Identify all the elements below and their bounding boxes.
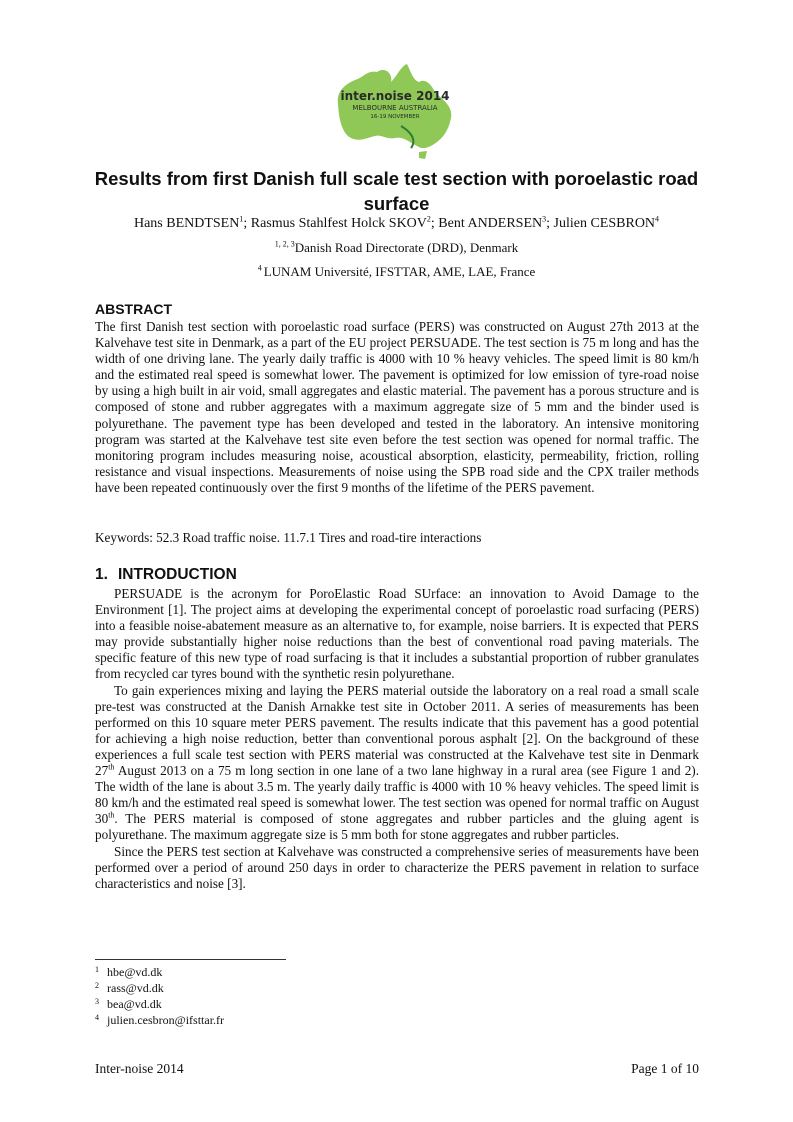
footnote-item <box>95 996 224 1012</box>
footnote-email[interactable]: bea@vd.dk <box>107 997 162 1011</box>
section-title: INTRODUCTION <box>117 566 237 583</box>
footnote-email[interactable]: hbe@vd.dk <box>107 965 163 979</box>
intro-p2-part-b: August 2013 on a 75 m long section in one lane of a two lane highway in a rural area (see Figure 1 and 2). The width of the lane is about 3.5 m. The yearly daily traffic is 4000 with 10 % heavy vehicles. The speed limit is 80 km/h and the estimated real speed is somewhat lower. The test section was opened for normal traffic on August 30 <box>95 763 699 827</box>
introduction-body <box>95 586 699 892</box>
footnote-email[interactable]: rass@vd.dk <box>107 981 164 995</box>
footnote-number: 2 <box>95 981 99 990</box>
author-sup: 1 <box>239 214 244 224</box>
section-heading-introduction <box>95 566 237 584</box>
intro-paragraph-2 <box>95 683 699 844</box>
section-number: 1. <box>95 566 108 583</box>
conference-logo <box>333 62 458 162</box>
author-name: Hans BENDTSEN <box>133 216 240 231</box>
footnote-divider <box>95 959 286 960</box>
keywords: Keywords: 52.3 Road traffic noise. 11.7.1 Tires and road-tire interactions <box>95 530 482 545</box>
affiliation-sup: 4 <box>257 263 264 273</box>
tasmania-shape <box>419 151 427 159</box>
abstract-heading: ABSTRACT <box>95 301 172 317</box>
author-sup: 3 <box>542 214 547 224</box>
paper-title: Results from first Danish full scale test section with poroelastic road surface <box>94 168 699 214</box>
ordinal-suffix: th <box>108 810 115 820</box>
logo-line1: inter.noise 2014 <box>340 89 450 103</box>
ordinal-suffix: th <box>108 762 115 772</box>
author-name: Julien CESBRON <box>553 216 656 231</box>
footnote-number: 4 <box>95 1013 99 1022</box>
logo-line3: 16-19 NOVEMBER <box>370 114 420 120</box>
footnote-number: 3 <box>95 997 99 1006</box>
author-name: Bent ANDERSEN <box>438 216 543 231</box>
footnote-email[interactable]: julien.cesbron@ifsttar.fr <box>107 1013 225 1027</box>
abstract-text: The first Danish test section with poroelastic road surface (PERS) was constructed on August 27th 2013 at the Kalvehave test site in Denmark, as a part of the EU project PERSUADE. The test section is 75 m long and has the width of one driving lane. The yearly daily traffic is 4000 with 10 % heavy vehicles. The speed limit is 80 km/h and the estimated real speed is somewhat lower. The pavement is optimized for low emission of tyre-road noise by using a high built in air void, small aggregates and elastic material. The pavement has a porous structure and is composed of stone and rubber aggregates with a maximum aggregate size of 5 mm and the binder used is polyurethane. The pavement type has been developed and tested in the laboratory. An intensive monitoring program was started at the Kalvehave test site even before the test section was opened for normal traffic. The monitoring program includes measuring noise, acoustical absorption, elasticity, permeability, friction, rolling resistance and visual inspections. Measurements of noise using the SPB road side and the CPX trailer methods have been repeated continuously over the first 9 months of the lifetime of the PERS pavement. <box>95 319 699 495</box>
logo-line2: MELBOURNE AUSTRALIA <box>352 104 438 112</box>
author-separator: ; <box>546 216 554 231</box>
affiliation-text: LUNAM Université, IFSTTAR, AME, LAE, France <box>263 264 536 279</box>
footnote-item <box>95 1012 224 1028</box>
intro-paragraph-1: PERSUADE is the acronym for PoroElastic Road SUrface: an innovation to Avoid Damage to the Environment [1]. The project aims at developing the experimental concept of poroelastic road surfacing (PERS) into a feasible noise-abatement measure as an alternative to, for example, noise barriers. It is expected that PERS may provide substantially higher noise reductions than the best of conventional road paving materials. The specific feature of this new type of road surfacing is that it includes a substantial proportion of rubber granulates from recycled car tyres bound with the synthetic resin polyurethane. <box>95 586 699 682</box>
footer-page-number: Page 1 of 10 <box>631 1061 699 1076</box>
author-sup: 4 <box>655 214 660 224</box>
footnote-list <box>95 964 224 1028</box>
intro-p2-part-c: . The PERS material is composed of stone aggregates and rubber particles and the gluing agent is polyurethane. The maximum aggregate size is 5 mm both for stone aggregates and rubber particles. <box>95 811 699 843</box>
author-sup: 2 <box>426 214 431 224</box>
intro-paragraph-3: Since the PERS test section at Kalvehave was constructed a comprehensive series of measurements have been performed over a period of around 250 days in order to characterize the PERS pavement in relation to surface characteristics and noise [3]. <box>95 843 699 891</box>
footer-conference: Inter-noise 2014 <box>95 1061 184 1076</box>
affiliation-text: Danish Road Directorate (DRD), Denmark <box>294 240 519 255</box>
author-separator: ; <box>430 216 439 231</box>
footnote-number: 1 <box>95 965 99 974</box>
affiliation-1 <box>60 240 733 256</box>
footnote-item <box>95 980 224 996</box>
author-name: Rasmus Stahlfest Holck SKOV <box>250 216 427 231</box>
intro-p2-part-a: To gain experiences mixing and laying the PERS material outside the laboratory on a real road a small scale pre-test was constructed at the Danish Arnakke test site in October 2011. A series of measurements has been performed on this 10 square meter PERS pavement. The results indicate that this pavement has a good potential for achieving a high noise reduction, better than conventional porous asphalt [2]. On the background of these experiences a full scale test section with PERS material was constructed at the Kalvehave test site in Denmark 27 <box>95 682 699 779</box>
affiliation-sup: 1, 2, 3 <box>274 239 295 249</box>
footnote-item <box>95 964 224 980</box>
author-separator: ; <box>243 216 251 231</box>
affiliation-2 <box>60 264 733 280</box>
author-list <box>60 215 733 233</box>
